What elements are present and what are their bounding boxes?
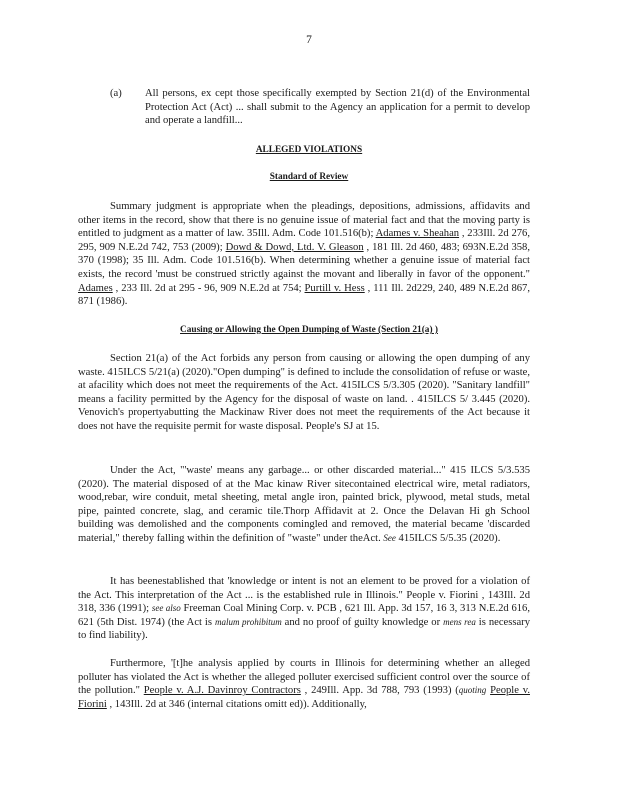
signal-word: See	[383, 532, 396, 543]
paragraph-summary-judgment	[78, 200, 530, 309]
heading-alleged-violations: ALLEGED VIOLATIONS	[255, 145, 363, 155]
text-run: Furthermore, '[t]he analysis applied by courts in Illinois for determining whether an alleged polluter has violated the Act is whether the alleged polluter exercised sufficient control over the source of the pollution."	[78, 658, 530, 697]
text-run: Summary judgment is appropriate when the pleadings, depositions, admissions, affidavits and other items in the record, show that there is no genuine issue of material fact and that the moving party is entitled to judgment as a matter of law. 35Ill. Adm. Code 101.516(b);	[78, 201, 530, 240]
case-citation: People v. A.J. Davinroy Contractors	[143, 685, 301, 697]
latin-term: mens rea	[443, 616, 476, 627]
text-run: , 143Ill. 2d at 346 (internal citations omitt ed)). Additionally,	[106, 698, 367, 710]
text-run: Freeman Coal Mining Corp. v. PCB , 621 Ill. App. 3d 157, 16 3, 313 N.E.2d 616, 621 (5th Dist. 1974) (the Act is	[78, 603, 531, 628]
text-run: and no proof of guilty knowledge or	[281, 616, 444, 628]
text-run: , 233 Ill. 2d at 295 - 96, 909 N.E.2d at 754;	[112, 282, 305, 294]
paragraph-section-21a: Section 21(a) of the Act forbids any person from causing or allowing the open dumping of any waste. 415ILCS 5/21(a) (2020)."Open dumping" is defined to include the consolidation of refuse or waste, at afacility which does not meet the requirements of the Act. 415ILCS 5/3.305 (2020). "Sanitary landfill" means a facility permitted by the Agency for the disposal of waste on land. . 415ILCS 5/ 3.445 (2020). Venovich's propertyabutting the Mackinaw River does not meet the requirements of the Act because it does not have the requisite permit for waste disposal. People's SJ at 15.	[78, 353, 531, 432]
case-citation: Adames	[78, 282, 113, 294]
list-item-text: All persons, ex cept those specifically exempted by Section 21(d) of the Environmental Protection Act (Act) ... shall submit to the Agency an application for a permit to develop and operate a landfill...	[145, 88, 530, 127]
statute-list-item	[110, 87, 530, 128]
text-run: It has beenestablished that 'knowledge or intent is not an element to be proved for a violation of the Act. This interpretation of the Act ... is the established rule in Illinois." People v. Fiorini , 143Ill. 2d 318, 336 (1991);	[78, 576, 530, 615]
paragraph-knowledge-intent	[78, 575, 530, 643]
heading-standard-of-review: Standard of Review	[269, 172, 349, 182]
list-item-label: (a)	[110, 88, 122, 99]
text-run: 415ILCS 5/5.35 (2020).	[395, 532, 501, 544]
text-run: is necessary to find liability).	[78, 616, 530, 642]
signal-word: quoting	[458, 685, 487, 696]
case-citation: Dowd & Dowd, Ltd. V. Gleason	[225, 241, 364, 253]
case-citation: Adames v. Sheahan	[375, 228, 460, 240]
heading-open-dumping: Causing or Allowing the Open Dumping of Waste (Section 21(a) )	[180, 325, 438, 335]
latin-term: malum prohibitum	[214, 616, 282, 627]
text-run: , 233Ill. 2d 276, 295, 909 N.E.2d 742, 753 (2009);	[78, 228, 530, 253]
text-run: Under the Act, "'waste' means any garbage... or other discarded material..." 415 ILCS 5/3.535 (2020). The material disposed of at the Mac kinaw River sitecontained electrical wire, metal radiators, wood,rebar, wire conduit, metal sheeting, metal angle iron, painted brick, plywood, metal studs, metal pipe, painted concrete, slag, and ceramic tile.Thorp Affidavit at 2. Once the Delavan Hi gh School building was demolished and the components comingled and removed, the material became 'discarded material," thereby falling within the definition of "waste" under theAct.	[78, 465, 530, 544]
signal-word: see also	[151, 603, 181, 614]
case-citation: People v. Fiorini	[78, 685, 530, 710]
case-citation: Purtill v. Hess	[304, 282, 365, 294]
page-number: 7	[306, 34, 312, 46]
paragraph-control-analysis	[78, 657, 530, 711]
paragraph-waste-definition	[78, 464, 530, 546]
text-run: , 111 Ill. 2d229, 240, 489 N.E.2d 867, 871 (1986).	[78, 282, 530, 308]
text-run: , 249Ill. App. 3d 788, 793 (1993) (	[300, 685, 459, 697]
text-run: , 181 Ill. 2d 460, 483; 693N.E.2d 358, 370 (1998); 35 Ill. Adm. Code 101.516(b). When determining whether a genuine issue of material fact exists, the record 'must be construed strictly against the movant and liberally in favor of the opponent."	[78, 241, 530, 280]
